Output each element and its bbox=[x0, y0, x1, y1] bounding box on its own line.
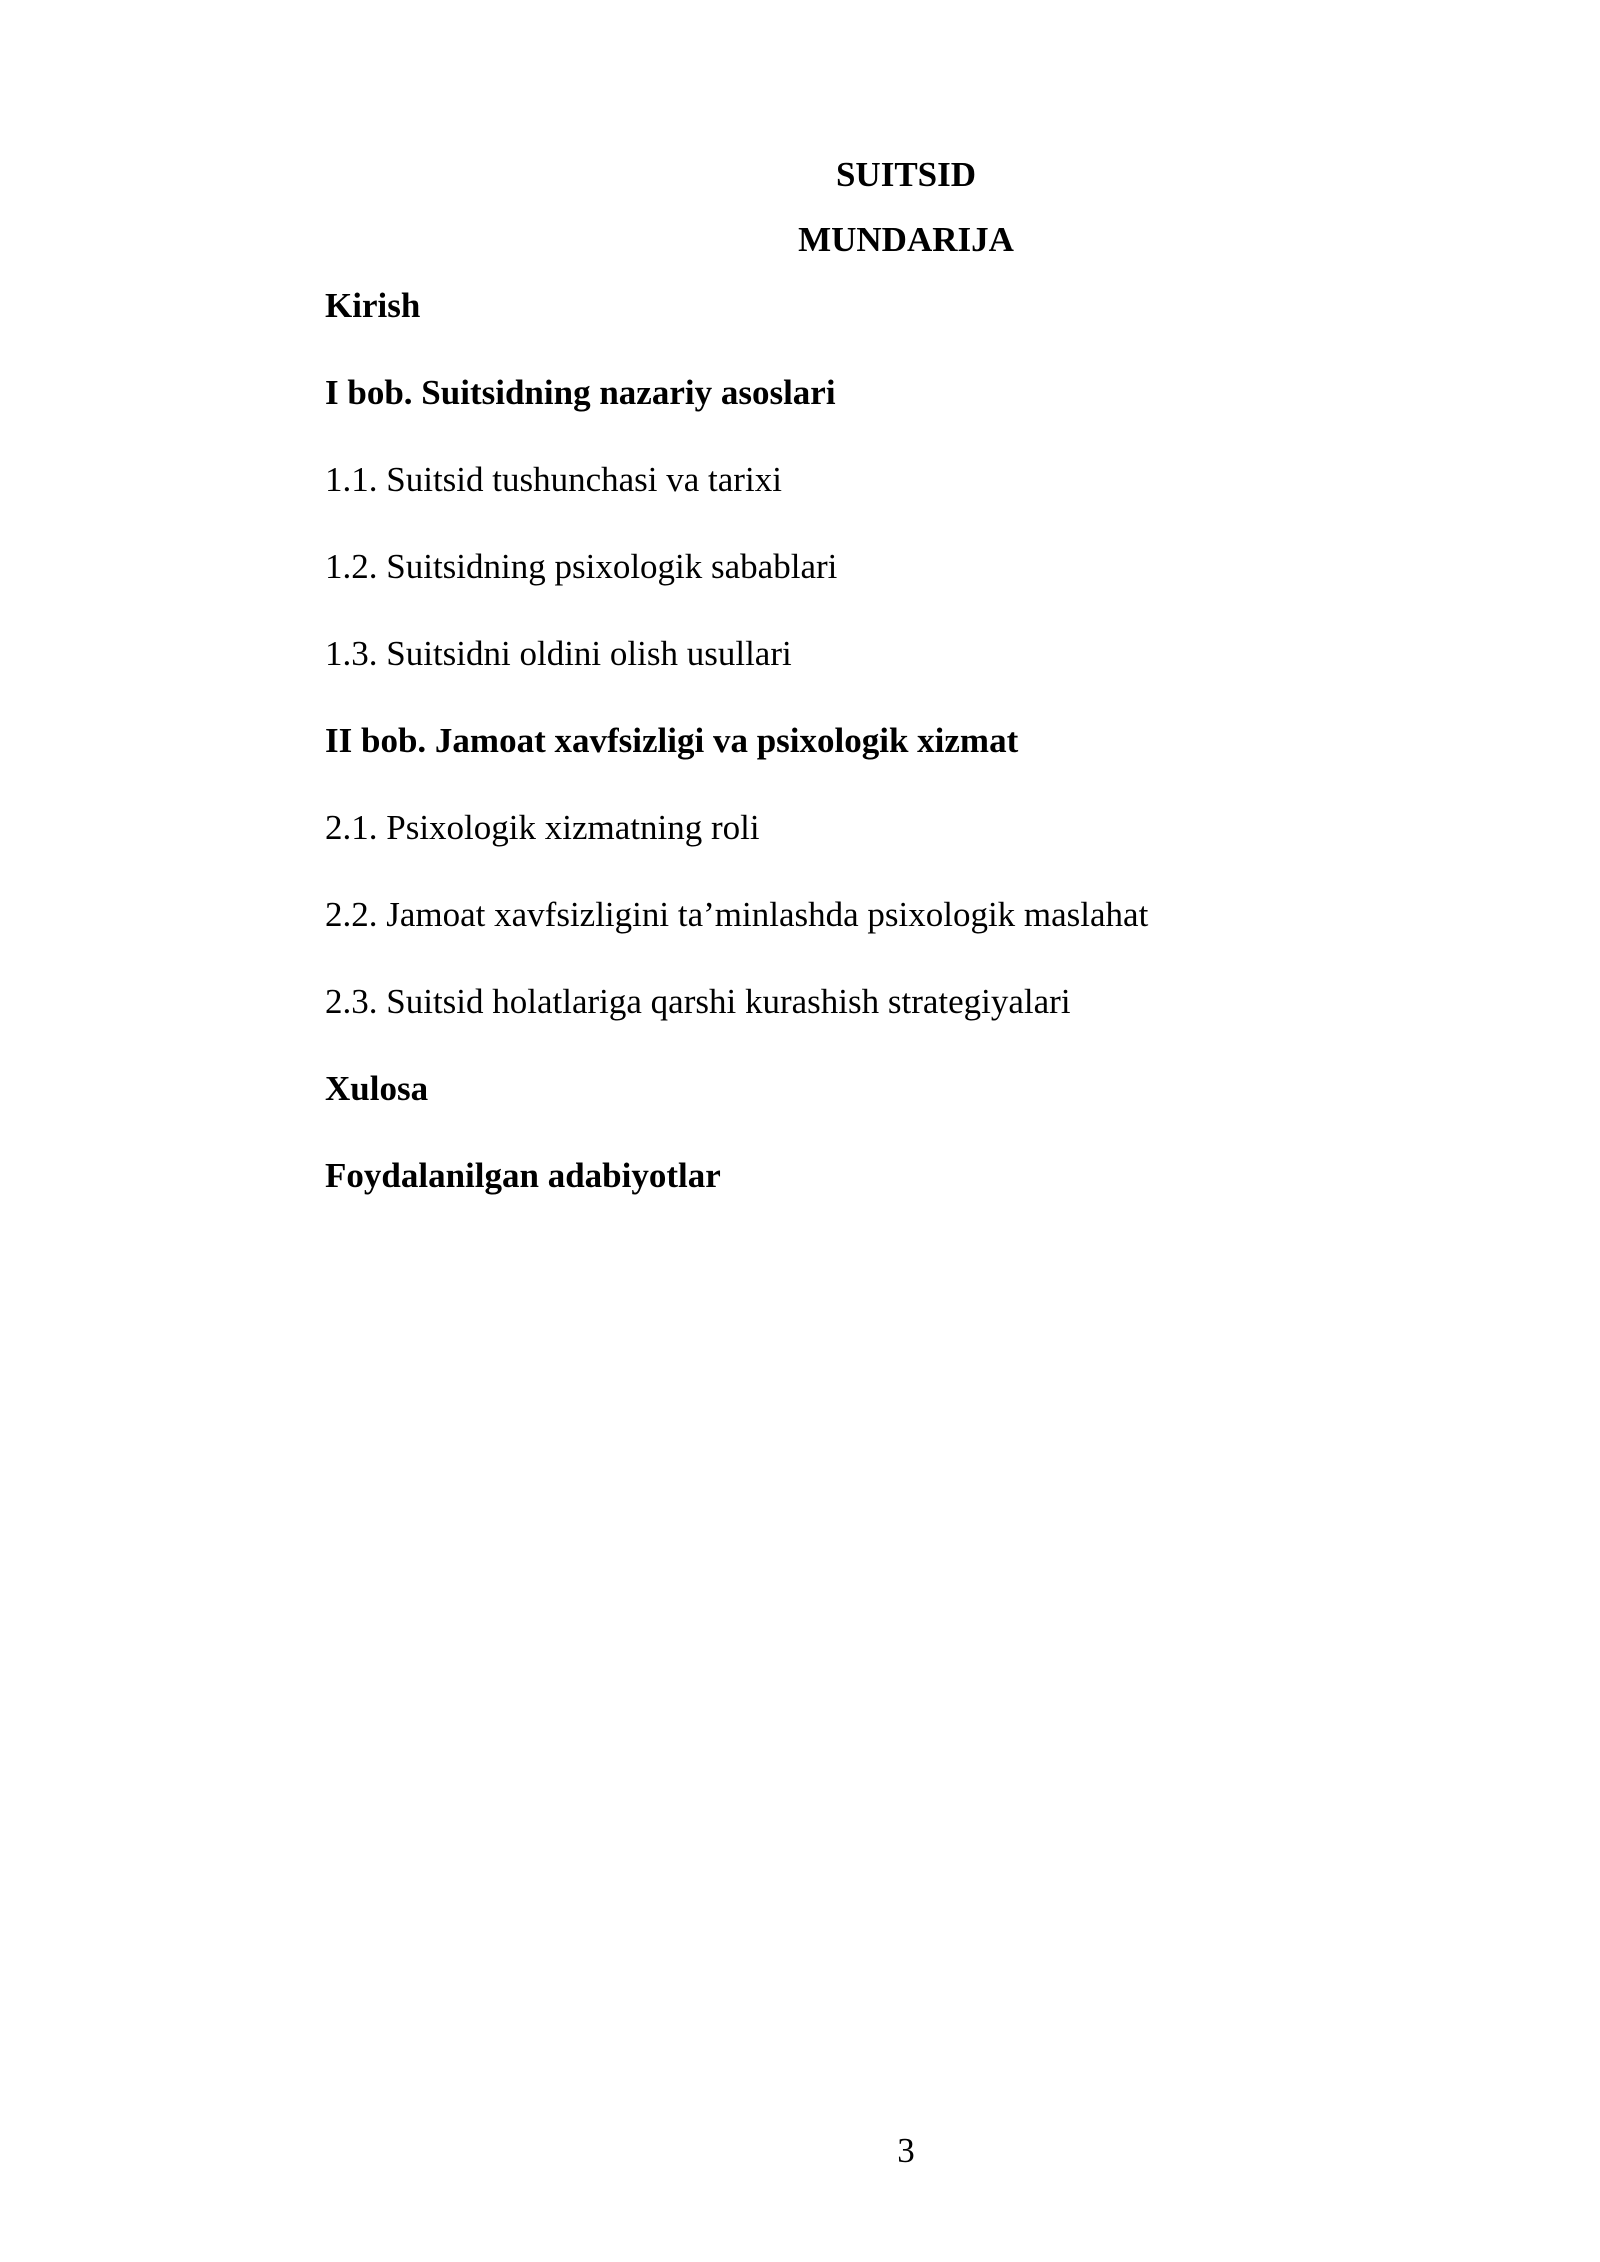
toc-entry-kirish: Kirish bbox=[325, 286, 421, 325]
toc-entry-2-2: 2.2. Jamoat xavfsizligini ta’minlashda psixologik maslahat bbox=[325, 895, 1149, 934]
toc-entry-1-1: 1.1. Suitsid tushunchasi va tarixi bbox=[325, 460, 782, 499]
document-title: SUITSID bbox=[835, 155, 977, 194]
toc-entry-1-2: 1.2. Suitsidning psixologik sabablari bbox=[325, 547, 838, 586]
table-of-contents-heading: MUNDARIJA bbox=[798, 220, 1014, 259]
toc-entry-2-1: 2.1. Psixologik xizmatning roli bbox=[325, 808, 760, 847]
toc-entry-references: Foydalanilgan adabiyotlar bbox=[325, 1156, 721, 1195]
toc-entry-1-3: 1.3. Suitsidni oldini olish usullari bbox=[325, 634, 792, 673]
page-number: 3 bbox=[897, 2131, 915, 2170]
toc-entry-xulosa: Xulosa bbox=[325, 1069, 429, 1108]
toc-entry-chapter-2: II bob. Jamoat xavfsizligi va psixologik xizmat bbox=[325, 721, 1019, 760]
table-of-contents bbox=[325, 286, 1425, 1243]
toc-entry-2-3: 2.3. Suitsid holatlariga qarshi kurashish strategiyalari bbox=[325, 982, 1071, 1021]
toc-entry-chapter-1: I bob. Suitsidning nazariy asoslari bbox=[325, 373, 836, 412]
